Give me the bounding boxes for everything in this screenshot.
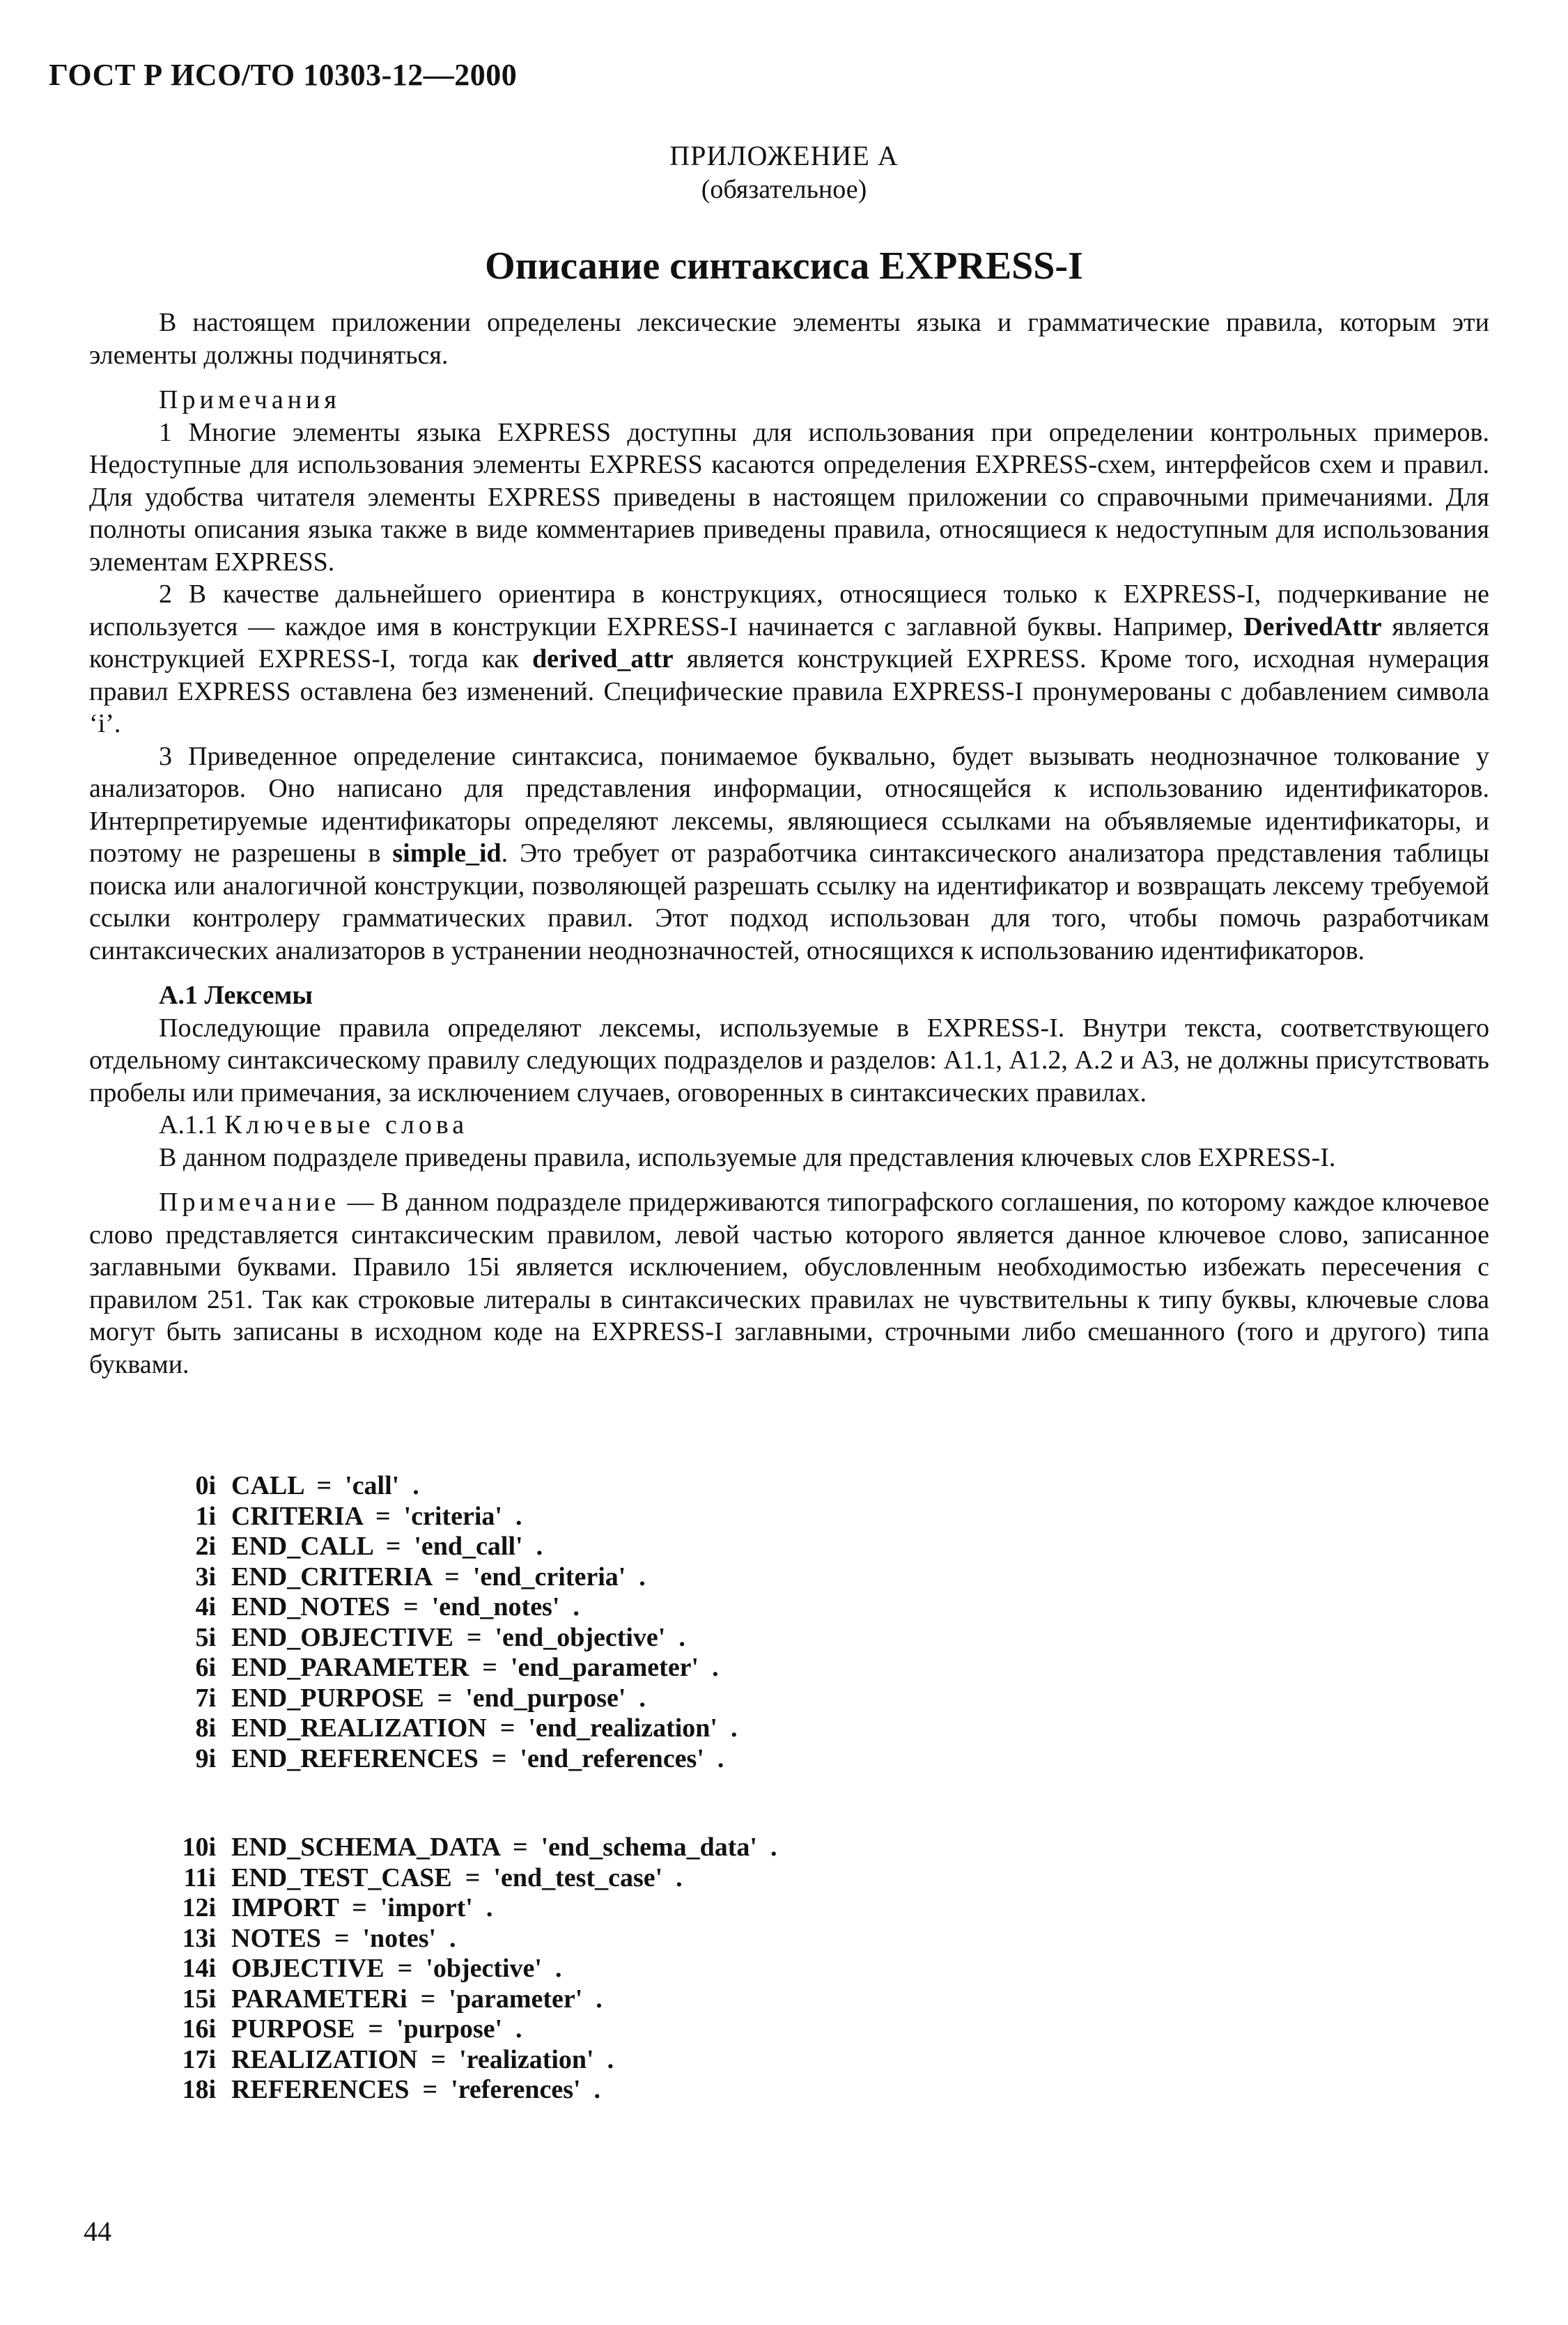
rules-group-2 [159,1833,1204,2106]
rule-number: 0i [195,1471,216,1500]
section-a1-heading: А.1 Лексемы [159,981,313,1010]
rule-text: END_OBJECTIVE = 'end_objective' . [231,1622,685,1652]
syntax-rule [159,1592,1204,1623]
rule-number: 4i [195,1592,216,1622]
syntax-rule [159,1833,1204,1863]
keyword-rules [159,1471,1204,2106]
note-1: 1 Многие элементы языка EXPRESS доступны для использования при определении контрольных примеров. Недоступные для использования элементы EXPRESS касаются определения EXPRESS-схем, интерфейсов схем и правил. Для удобства читателя элементы EXPRESS приведены в настоящем приложении со справочными примечаниями. Для полноты описания языка также в виде комментариев приведены правила, относящиеся к недоступным для использования элементам EXPRESS. [89,417,1489,577]
rule-text: END_CRITERIA = 'end_criteria' . [231,1562,646,1592]
syntax-rule [159,1744,1204,1775]
rule-number: 11i [183,1863,216,1892]
appendix-title: ПРИЛОЖЕНИЕ А [669,140,899,171]
rules-group-1 [159,1471,1204,1774]
rule-number: 6i [195,1653,216,1682]
syntax-rule [159,1713,1204,1744]
syntax-rule [159,1623,1204,1654]
rule-number: 17i [182,2044,216,2074]
rule-number: 18i [182,2075,216,2104]
rule-text: CRITERIA = 'criteria' . [231,1501,522,1531]
rule-number: 15i [182,1984,216,2014]
section-a11-heading: А.1.1 Ключевые слова [159,1110,469,1140]
rule-text: END_NOTES = 'end_notes' . [231,1592,580,1622]
rule-number: 13i [182,1923,216,1953]
section-a11-text: В данном подразделе приведены правила, используемые для представления ключевых слов EXPRESS-I. [159,1142,1336,1172]
notes-heading: Примечания [159,385,341,414]
section-a11-note: Примечание — В данном подразделе придерживаются типографского соглашения, по которому каждое ключевое слово представляется синтаксическим правилом, левой частью которого является данное ключевое слово, записанное заглавными буквами. Правило 15i является исключением, обусловленным необходимостью избежать пересечения с правилом 251. Так как строковые литералы в синтаксических правилах не чувствительны к типу буквы, ключевые слова могут быть записаны в исходном коде на EXPRESS-I заглавными, строчными либо смешанного (того и другого) типа буквами. [89,1188,1489,1379]
rule-text: END_PARAMETER = 'end_parameter' . [231,1653,719,1682]
syntax-rule [159,1924,1204,1954]
rule-text: END_PURPOSE = 'end_purpose' . [231,1683,646,1713]
intro-paragraph: В настоящем приложении определены лексические элементы языка и грамматические правила, которым эти элементы должны подчиняться. [89,308,1489,370]
note-2: 2 В качестве дальнейшего ориентира в конструкциях, относящиеся только к EXPRESS-I, подчеркивание не используется — каждое имя в конструкции EXPRESS-I начинается с заглавной буквы. Например, DerivedAttr является конструкцией EXPRESS-I, тогда как derived_attr является конструкцией EXPRESS. Кроме того, исходная нумерация правил EXPRESS оставлена без изменений. Специфические правила EXPRESS-I пронумерованы с добавлением символа ‘i’. [89,580,1489,738]
syntax-rule [159,1502,1204,1532]
rule-text: OBJECTIVE = 'objective' . [231,1954,562,1983]
rule-text: END_CALL = 'end_call' . [231,1532,543,1561]
page-number: 44 [84,2216,111,2247]
syntax-rule [159,1954,1204,1984]
standard-code: ГОСТ Р ИСО/ТО 10303-12—2000 [49,58,518,92]
rule-number: 12i [182,1893,216,1922]
appendix-subtitle: (обязательное) [701,175,867,204]
rule-number: 3i [195,1562,216,1592]
syntax-rule [159,1653,1204,1684]
section-a1-text: Последующие правила определяют лексемы, используемые в EXPRESS-I. Внутри текста, соответствующего отдельному синтаксическому правилу следующих подразделов и разделов: А1.1, А1.2, А.2 и А3, не должны присутствовать пробелы или примечания, за исключением случаев, оговоренных в синтаксических правилах. [89,1013,1489,1107]
rule-number: 14i [182,1954,216,1983]
rule-text: CALL = 'call' . [231,1471,419,1500]
rule-text: NOTES = 'notes' . [231,1923,456,1953]
syntax-rule [159,1471,1204,1502]
rule-number: 5i [195,1622,216,1652]
rule-number: 2i [195,1532,216,1561]
body-text [89,306,1489,1381]
rule-text: REALIZATION = 'realization' . [231,2044,614,2074]
syntax-rule [159,2014,1204,2045]
syntax-rule [159,1893,1204,1924]
syntax-rule [159,2075,1204,2106]
rule-text: REFERENCES = 'references' . [231,2075,601,2104]
syntax-rule [159,1562,1204,1593]
rule-text: IMPORT = 'import' . [231,1893,493,1922]
rule-text: END_REFERENCES = 'end_references' . [231,1743,724,1773]
rule-text: END_SCHEMA_DATA = 'end_schema_data' . [231,1833,777,1862]
syntax-rule [159,2045,1204,2076]
syntax-rule [159,1532,1204,1562]
rule-number: 9i [195,1743,216,1773]
syntax-rule [159,1684,1204,1714]
rule-number: 8i [195,1713,216,1743]
rule-text: PURPOSE = 'purpose' . [231,2014,522,2044]
page-title: Описание синтаксиса EXPRESS-I [485,244,1083,288]
rule-text: END_REALIZATION = 'end_realization' . [231,1713,738,1743]
note-3: 3 Приведенное определение синтаксиса, понимаемое буквально, будет вызывать неоднозначное толкование у анализаторов. Оно написано для представления информации, относящейся к использованию идентификаторов. Интерпретируемые идентификаторы определяют лексемы, являющиеся ссылками на объявляемые идентификаторы, и поэтому не разрешены в simple_id. Это требует от разработчика синтаксического анализатора представления таблицы поиска или аналогичной конструкции, позволяющей разрешать ссылку на идентификатор и возвращать лексему требуемой ссылки контролеру грамматических правил. Этот подход использован для того, чтобы помочь разработчикам синтаксических анализаторов в устранении неоднозначностей, относящихся к использованию идентификаторов. [89,741,1490,965]
syntax-rule [159,1984,1204,2015]
rule-number: 1i [195,1501,216,1531]
rule-number: 7i [195,1683,216,1713]
rule-number: 16i [182,2014,216,2044]
rule-text: END_TEST_CASE = 'end_test_case' . [231,1863,683,1892]
syntax-rule [159,1863,1204,1894]
rule-text: PARAMETERi = 'parameter' . [231,1984,603,2014]
rule-number: 10i [182,1833,216,1862]
